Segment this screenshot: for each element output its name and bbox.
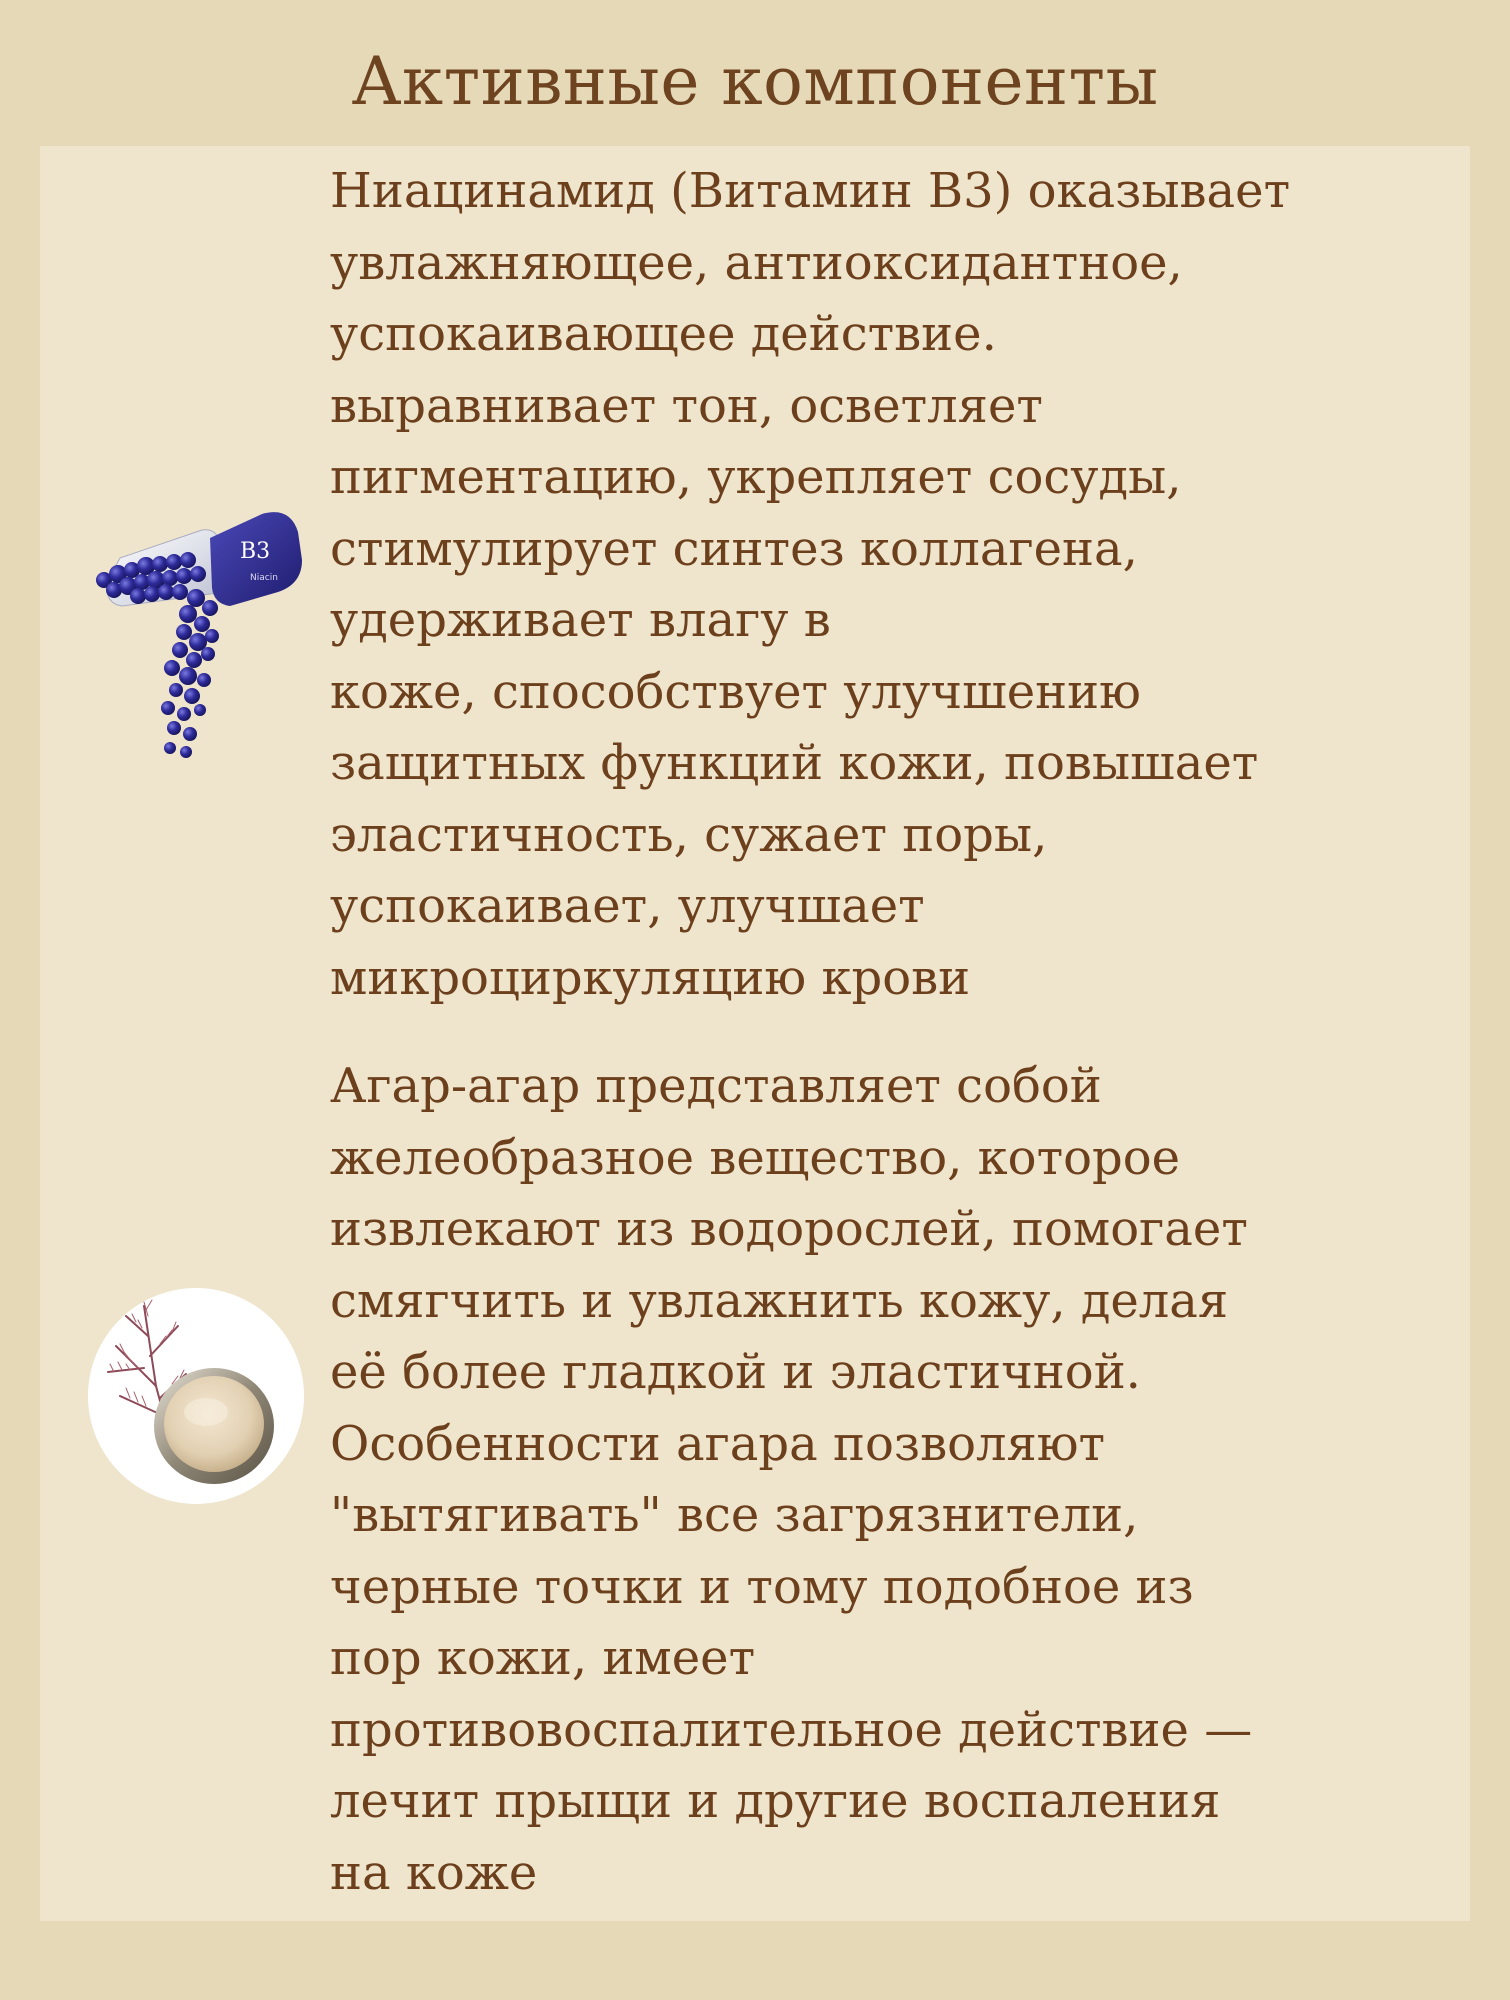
text-line: извлекают из водорослей, помогает	[330, 1201, 1248, 1257]
agar-seaweed-bowl-icon	[86, 1286, 306, 1506]
text-line: выравнивает тон, осветляет	[330, 377, 1043, 434]
capsule-sublabel: Niacin	[250, 573, 278, 583]
text-line: Особенности агара позволяют	[330, 1415, 1106, 1472]
page-title: Активные компоненты	[351, 43, 1159, 120]
text-line: противовоспалительное действие —	[330, 1701, 1253, 1758]
text-line: Ниацинамид (Витамин В3) оказывает	[330, 163, 1291, 219]
text-line: на коже	[330, 1844, 538, 1901]
text-line: смягчить и увлажнить кожу, делая	[330, 1272, 1229, 1329]
text-line: черные точки и тому подобное из	[330, 1558, 1194, 1615]
text-line: успокаивает, улучшает	[330, 878, 925, 934]
text-line: микроциркуляцию крови	[330, 949, 971, 1006]
capsule-label: B3	[240, 539, 271, 564]
vitamin-b3-capsule-icon	[92, 508, 302, 818]
text-line: пор кожи, имеет	[330, 1630, 756, 1686]
text-line: защитных функций кожи, повышает	[330, 735, 1259, 791]
text-line: эластичность, сужает поры,	[330, 806, 1048, 863]
text-line: удерживает влагу в	[330, 592, 831, 648]
text-line: её более гладкой и эластичной.	[330, 1344, 1141, 1400]
text-line: пигментацию, укрепляет сосуды,	[330, 449, 1182, 505]
text-line: Агар-агар представляет собой	[330, 1058, 1102, 1114]
text-line: "вытягивать" все загрязнители,	[330, 1487, 1139, 1543]
ingredients-panel	[40, 146, 1470, 1921]
text-line: лечит прыщи и другие воспаления	[330, 1773, 1221, 1829]
niacinamide-description	[330, 156, 1460, 1014]
text-line: увлажняющее, антиоксидантное,	[330, 234, 1183, 291]
text-line: успокаивающее действие.	[330, 306, 997, 362]
text-line: стимулирует синтез коллагена,	[330, 520, 1138, 577]
agar-description	[330, 1051, 1460, 1909]
text-line: желеобразное вещество, которое	[330, 1129, 1181, 1186]
text-line: коже, способствует улучшению	[330, 663, 1141, 720]
